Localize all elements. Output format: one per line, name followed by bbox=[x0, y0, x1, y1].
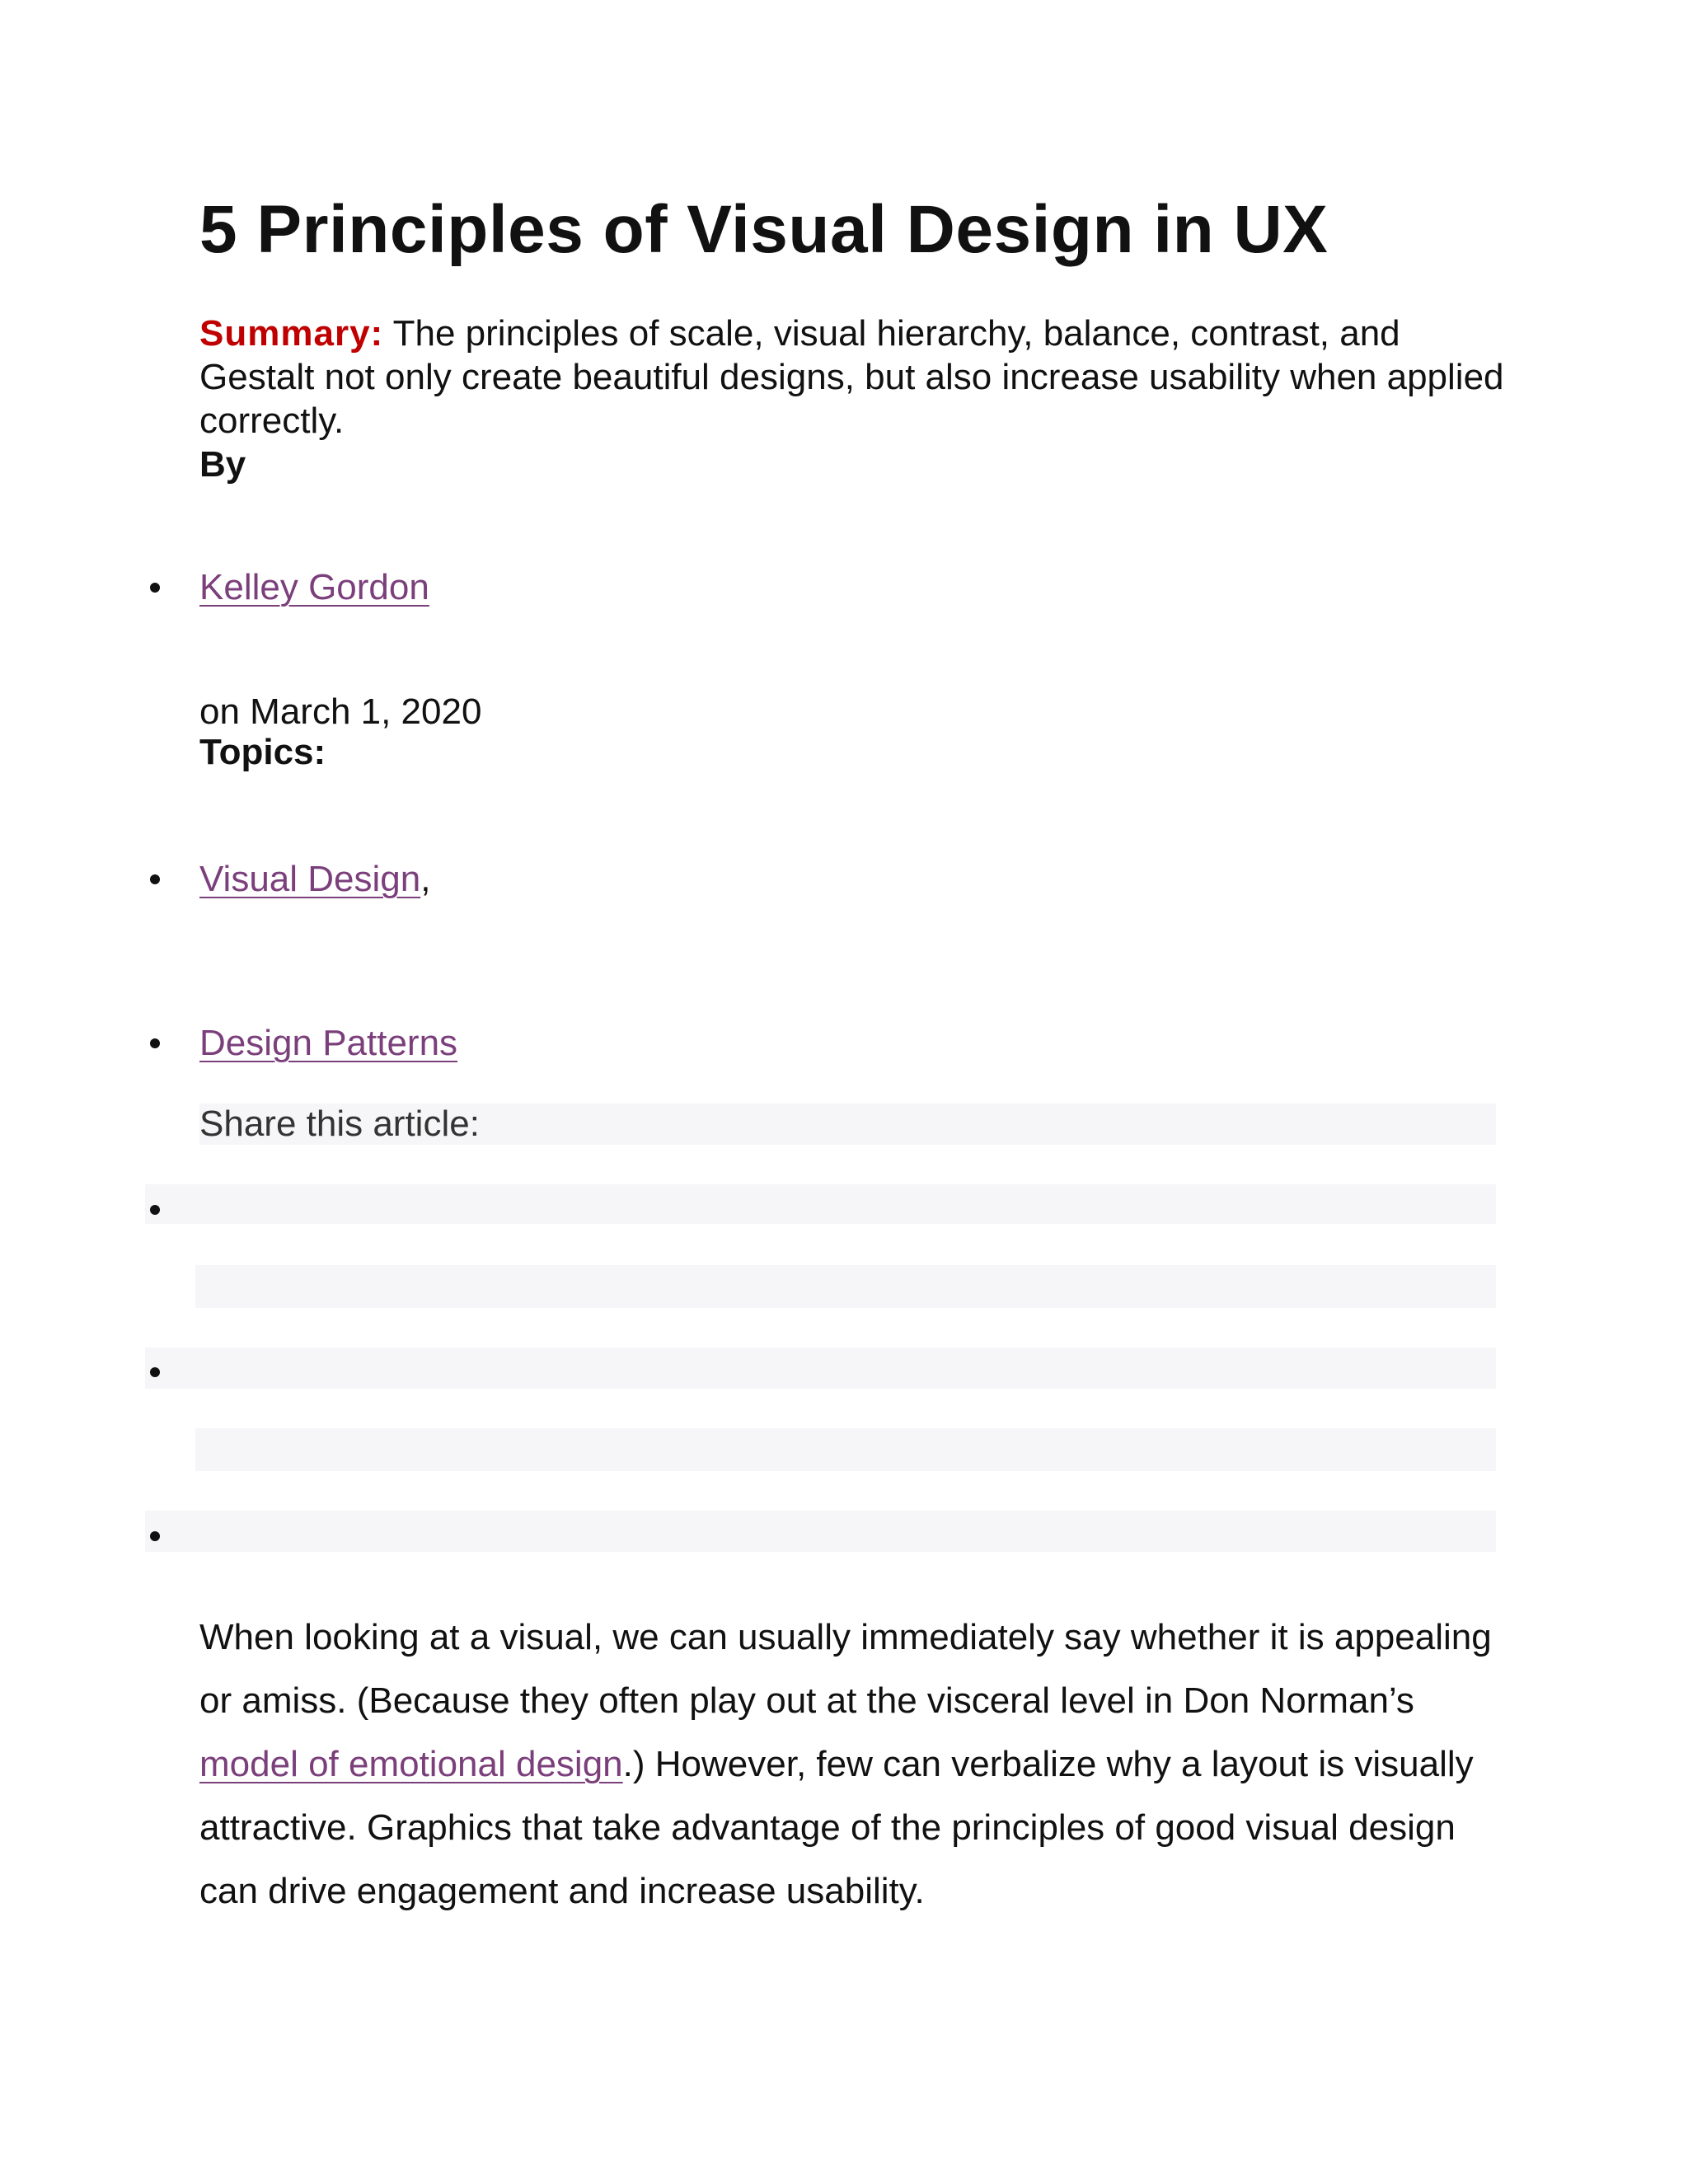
publish-date: on March 1, 2020 bbox=[199, 691, 482, 732]
topics-label: Topics: bbox=[199, 732, 326, 772]
share-button-row[interactable] bbox=[145, 1347, 1496, 1389]
topic-item bbox=[199, 857, 430, 901]
list-bullet bbox=[150, 1367, 160, 1377]
article-summary bbox=[199, 312, 1518, 486]
emotional-design-link[interactable]: model of emotional design bbox=[199, 1744, 623, 1784]
share-button-row[interactable] bbox=[145, 1184, 1496, 1224]
share-spacer bbox=[195, 1265, 1496, 1308]
body-text-start: When looking at a visual, we can usually immediately say whether it is appealing or amiss. (Because they often play out at the visceral level in Don Norman’s bbox=[199, 1617, 1492, 1721]
summary-text: The principles of scale, visual hierarchy, balance, contrast, and Gestalt not only create beautiful designs, but also increase usability when applied correctly. bbox=[199, 313, 1504, 441]
body-text-end: .) However, few can verbalize why a layout is visually attractive. Graphics that take advantage of the principles of good visual design can drive engagement and increase usability. bbox=[199, 1744, 1474, 1911]
list-bullet bbox=[150, 1205, 160, 1215]
topic-link-visual-design[interactable]: Visual Design bbox=[199, 859, 421, 899]
byline-label: By bbox=[199, 444, 246, 485]
list-bullet bbox=[150, 1038, 160, 1048]
list-bullet bbox=[150, 1531, 160, 1541]
list-bullet bbox=[150, 874, 160, 884]
page-title: 5 Principles of Visual Design in UX bbox=[199, 192, 1329, 267]
topic-item bbox=[199, 1021, 457, 1065]
topic-link-design-patterns[interactable]: Design Patterns bbox=[199, 1023, 458, 1063]
share-button-row[interactable] bbox=[145, 1511, 1496, 1552]
author-link[interactable]: Kelley Gordon bbox=[199, 567, 429, 607]
share-label: Share this article: bbox=[199, 1104, 480, 1144]
summary-label: Summary: bbox=[199, 313, 384, 354]
list-bullet bbox=[150, 583, 160, 593]
article-intro-paragraph bbox=[199, 1605, 1518, 1923]
share-spacer bbox=[195, 1428, 1496, 1471]
topic-separator: , bbox=[420, 859, 431, 899]
share-section bbox=[199, 1104, 1496, 1145]
